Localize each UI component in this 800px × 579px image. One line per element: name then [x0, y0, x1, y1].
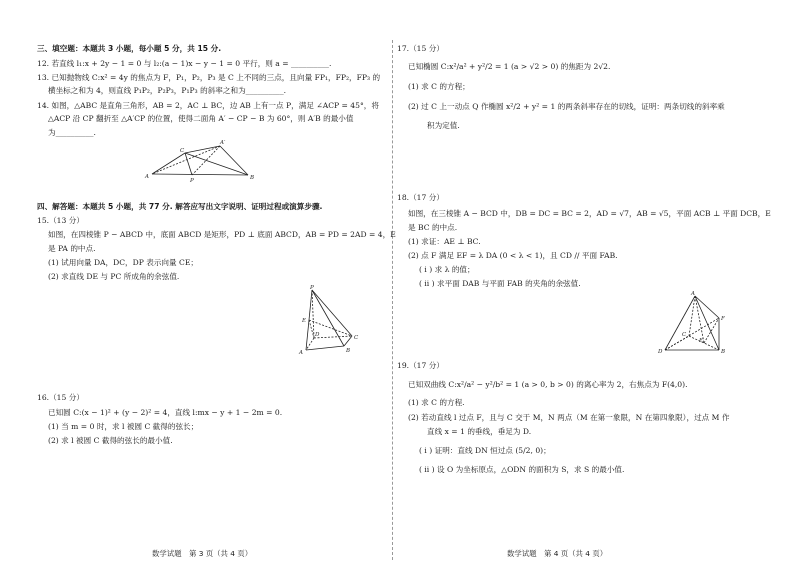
question-15-part-1: (1) 试用向量 DA，DC，DP 表示向量 CE；: [48, 258, 198, 267]
label-D: D: [658, 349, 663, 355]
label-D: D: [315, 332, 320, 338]
question-14-line-2: △ACP 沿 CP 翻折至 △A′CP 的位置，使得二面角 A′ − CP − B 为 60°，则 A′B 的最小值: [48, 114, 354, 123]
question-18-part-2: (2) 点 F 满足 EF = λ DA (0 < λ < 1)，且 CD // 平面 FAB.: [408, 251, 618, 260]
question-16-line-1: 已知圆 C:(x − 1)² + (y − 2)² = 4，直线 l:mx − y + 1 − 2m = 0.: [48, 408, 283, 417]
question-17-part-1: (1) 求 C 的方程；: [408, 82, 470, 91]
question-14-line-1: 14. 如图，△ABC 是直角三角形，AB = 2，AC ⊥ BC，边 AB 上有一点 P，满足 ∠ACP = 45°，将: [37, 101, 379, 110]
label-A: A: [299, 350, 303, 356]
question-19-part-2: (2) 若动直线 l 过点 F，且与 C 交于 M，N 两点（M 在第一象限，N 在第四象限），过点 M 作: [408, 413, 730, 422]
page-4: [397, 0, 800, 579]
question-19-part-2-cont: 直线 x = 1 的垂线，垂足为 D.: [427, 427, 532, 436]
label-F: F: [721, 316, 725, 322]
label-B: B: [346, 348, 351, 354]
label-E: E: [699, 338, 704, 344]
label-A-prime: A′: [220, 140, 226, 146]
page-3-footer: 数学试题 第 3 页（共 4 页）: [152, 549, 253, 558]
page-3: [0, 0, 397, 579]
label-B: B: [721, 349, 726, 355]
label-A: A: [145, 174, 149, 180]
question-18-heading: 18.（17 分）: [397, 193, 444, 202]
question-15-line-2: 是 PA 的中点.: [48, 244, 96, 253]
section-3-heading: 三、填空题：本题共 3 小题，每小题 5 分，共 15 分.: [37, 44, 222, 53]
question-17-part-2: (2) 过 C 上一动点 Q 作椭圆 x²/2 + y² = 1 的两条斜率存在的切线，证明：两条切线的斜率乘: [408, 102, 725, 111]
section-4-heading: 四、解答题：本题共 5 小题，共 77 分. 解答应写出文字说明、证明过程或演算步骤.: [37, 202, 323, 211]
figure-q18: [655, 290, 735, 360]
question-16-part-1: (1) 当 m = 0 时，求 l 被圆 C 截得的弦长；: [48, 422, 199, 431]
label-B: B: [250, 175, 255, 181]
question-19-part-2-ii: ( ii ) 设 O 为坐标原点，△ODN 的面积为 S，求 S 的最小值.: [419, 465, 625, 474]
label-C: C: [354, 335, 359, 341]
question-15-part-2: (2) 求直线 DE 与 PC 所成角的余弦值.: [48, 272, 180, 281]
question-12: 12. 若直线 l₁:x + 2y − 1 = 0 与 l₂:(a − 1)x − y − 1 = 0 平行，则 a = __________.: [37, 59, 332, 68]
question-18-part-1: (1) 求证：AE ⊥ BC.: [408, 237, 481, 246]
question-16-heading: 16.（15 分）: [37, 393, 84, 402]
label-P: P: [190, 178, 194, 184]
page-4-footer: 数学试题 第 4 页（共 4 页）: [507, 549, 608, 558]
question-18-part-2-ii: ( ii ) 求平面 DAB 与平面 FAB 的夹角的余弦值.: [419, 279, 581, 288]
label-P: P: [310, 285, 314, 291]
question-19-line-1: 已知双曲线 C:x²/a² − y²/b² = 1 (a > 0, b > 0) 的离心率为 2，右焦点为 F(4,0).: [408, 380, 688, 389]
figure-q14: [140, 138, 260, 188]
question-17-part-2-cont: 积为定值.: [427, 121, 460, 130]
question-16-part-2: (2) 求 l 被圆 C 截得的弦长的最小值.: [48, 436, 173, 445]
label-C: C: [682, 332, 687, 338]
question-15-line-1: 如图，在四棱锥 P − ABCD 中，底面 ABCD 是矩形，PD ⊥ 底面 ABCD，AB = PD = 2AD = 4，E: [48, 230, 396, 239]
question-18-line-2: 是 BC 的中点.: [408, 223, 458, 232]
label-E: E: [302, 318, 307, 324]
label-C: C: [180, 148, 185, 154]
question-17-heading: 17.（15 分）: [397, 44, 444, 53]
question-15-heading: 15.（13 分）: [37, 216, 84, 225]
label-A: A: [691, 291, 695, 297]
question-19-part-2-i: ( i ) 证明：直线 DN 恒过点 (5/2, 0)；: [419, 446, 551, 455]
question-13-line-1: 13. 已知抛物线 C:x² = 4y 的焦点为 F，P₁，P₂，P₃ 是 C 上不同的三点，且向量 FP₁，FP₂，FP₃ 的: [37, 73, 381, 82]
question-18-line-1: 如图，在三棱锥 A − BCD 中，DB = DC = BC = 2，AD = √7，AB = √5，平面 ACB ⊥ 平面 DCB，E: [408, 209, 771, 218]
question-17-line-1: 已知椭圆 C:x²/a² + y²/2 = 1 (a > √2 > 0) 的焦距为 2√2.: [408, 62, 611, 71]
question-18-part-2-i: ( i ) 求 λ 的值；: [419, 265, 475, 274]
figure-q15: [292, 284, 362, 364]
question-14-line-3: 为__________.: [48, 128, 96, 137]
question-19-part-1: (1) 求 C 的方程.: [408, 398, 465, 407]
question-19-heading: 19.（17 分）: [397, 361, 444, 370]
question-13-line-2: 横坐标之和为 4，则直线 P₁P₂，P₂P₃，P₁P₃ 的斜率之和为__________.: [48, 86, 287, 95]
